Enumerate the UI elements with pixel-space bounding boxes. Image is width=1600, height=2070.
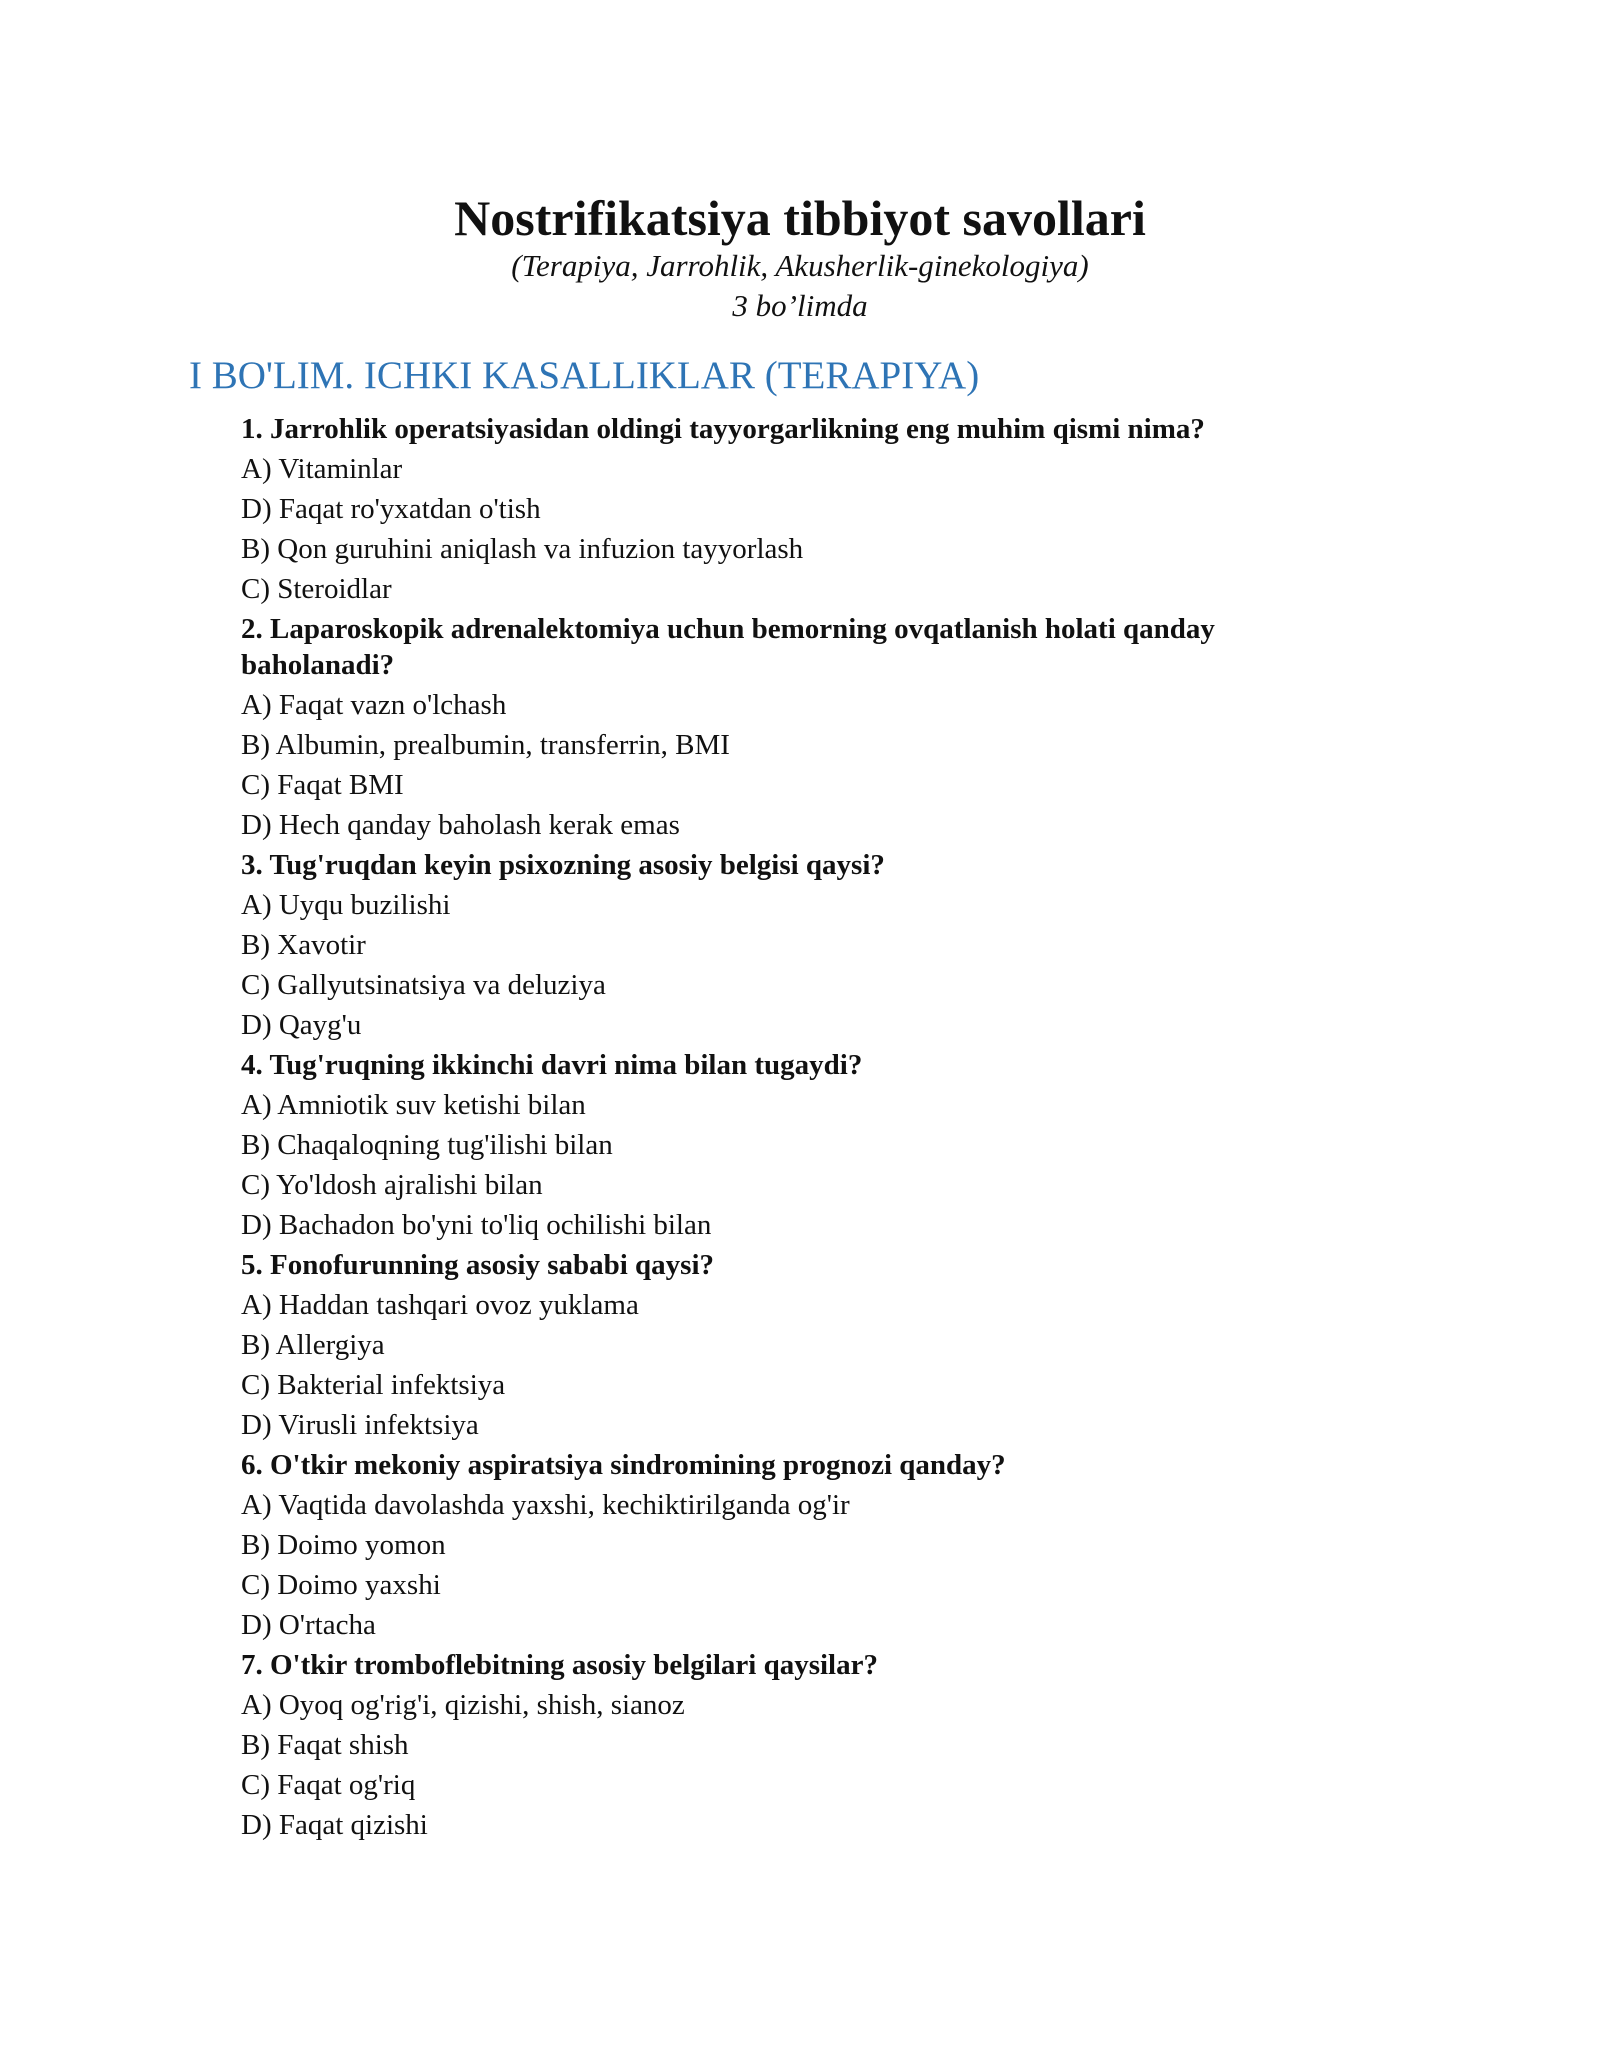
question-item <box>241 1647 1361 1843</box>
answer-option: C) Bakterial infektsiya <box>241 1369 506 1401</box>
answer-option: B) Albumin, prealbumin, transferrin, BMI <box>241 729 730 761</box>
answer-option: C) Doimo yaxshi <box>241 1569 441 1601</box>
question-item <box>241 611 1361 843</box>
question-item <box>241 847 1361 1043</box>
answer-option: A) Faqat vazn o'lchash <box>241 689 507 721</box>
answer-option: A) Vaqtida davolashda yaxshi, kechiktirilganda og'ir <box>241 1489 850 1521</box>
answer-option: D) Bachadon bo'yni to'liq ochilishi bilan <box>241 1209 712 1241</box>
question-item <box>241 1447 1361 1643</box>
answer-option: C) Steroidlar <box>241 573 392 605</box>
answer-option: D) Hech qanday baholash kerak emas <box>241 809 680 841</box>
answer-option: D) Qayg'u <box>241 1009 362 1041</box>
question-item <box>241 1247 1361 1443</box>
answer-option: A) Oyoq og'rig'i, qizishi, shish, sianoz <box>241 1689 685 1721</box>
question-text: 5. Fonofurunning asosiy sababi qaysi? <box>241 1249 715 1281</box>
answer-option: B) Faqat shish <box>241 1729 409 1761</box>
answer-option: A) Vitaminlar <box>241 453 403 485</box>
question-list <box>241 411 1361 1847</box>
answer-option: B) Xavotir <box>241 929 366 961</box>
answer-option: D) Faqat qizishi <box>241 1809 428 1841</box>
answer-option: D) O'rtacha <box>241 1609 376 1641</box>
question-item <box>241 411 1361 607</box>
answer-option: A) Uyqu buzilishi <box>241 889 451 921</box>
answer-option: D) Virusli infektsiya <box>241 1409 479 1441</box>
answer-option: D) Faqat ro'yxatdan o'tish <box>241 493 541 525</box>
answer-option: C) Faqat og'riq <box>241 1769 416 1801</box>
question-text: 2. Laparoskopik adrenalektomiya uchun bemorning ovqatlanish holati qanday baholanadi? <box>241 613 1215 681</box>
answer-option: B) Qon guruhini aniqlash va infuzion tayyorlash <box>241 533 804 565</box>
answer-option: B) Allergiya <box>241 1329 385 1361</box>
answer-option: B) Chaqaloqning tug'ilishi bilan <box>241 1129 613 1161</box>
answer-option: A) Amniotik suv ketishi bilan <box>241 1089 586 1121</box>
question-text: 4. Tug'ruqning ikkinchi davri nima bilan tugaydi? <box>241 1049 863 1081</box>
answer-option: C) Gallyutsinatsiya va deluziya <box>241 969 606 1001</box>
answer-option: A) Haddan tashqari ovoz yuklama <box>241 1289 639 1321</box>
answer-option: B) Doimo yomon <box>241 1529 446 1561</box>
question-text: 1. Jarrohlik operatsiyasidan oldingi tayyorgarlikning eng muhim qismi nima? <box>241 413 1205 445</box>
answer-option: C) Faqat BMI <box>241 769 404 801</box>
section-heading: I BO'LIM. ICHKI KASALLIKLAR (TERAPIYA) <box>189 354 980 397</box>
page-subtitle-sections: 3 bo’limda <box>732 288 868 323</box>
question-text: 6. O'tkir mekoniy aspiratsiya sindromining prognozi qanday? <box>241 1449 1006 1481</box>
page-title: Nostrifikatsiya tibbiyot savollari <box>454 190 1146 246</box>
question-item <box>241 1047 1361 1243</box>
question-text: 7. O'tkir tromboflebitning asosiy belgilari qaysilar? <box>241 1649 878 1681</box>
question-text: 3. Tug'ruqdan keyin psixozning asosiy belgisi qaysi? <box>241 849 885 881</box>
answer-option: C) Yo'ldosh ajralishi bilan <box>241 1169 543 1201</box>
page-subtitle: (Terapiya, Jarrohlik, Akusherlik-ginekologiya) <box>511 248 1089 283</box>
